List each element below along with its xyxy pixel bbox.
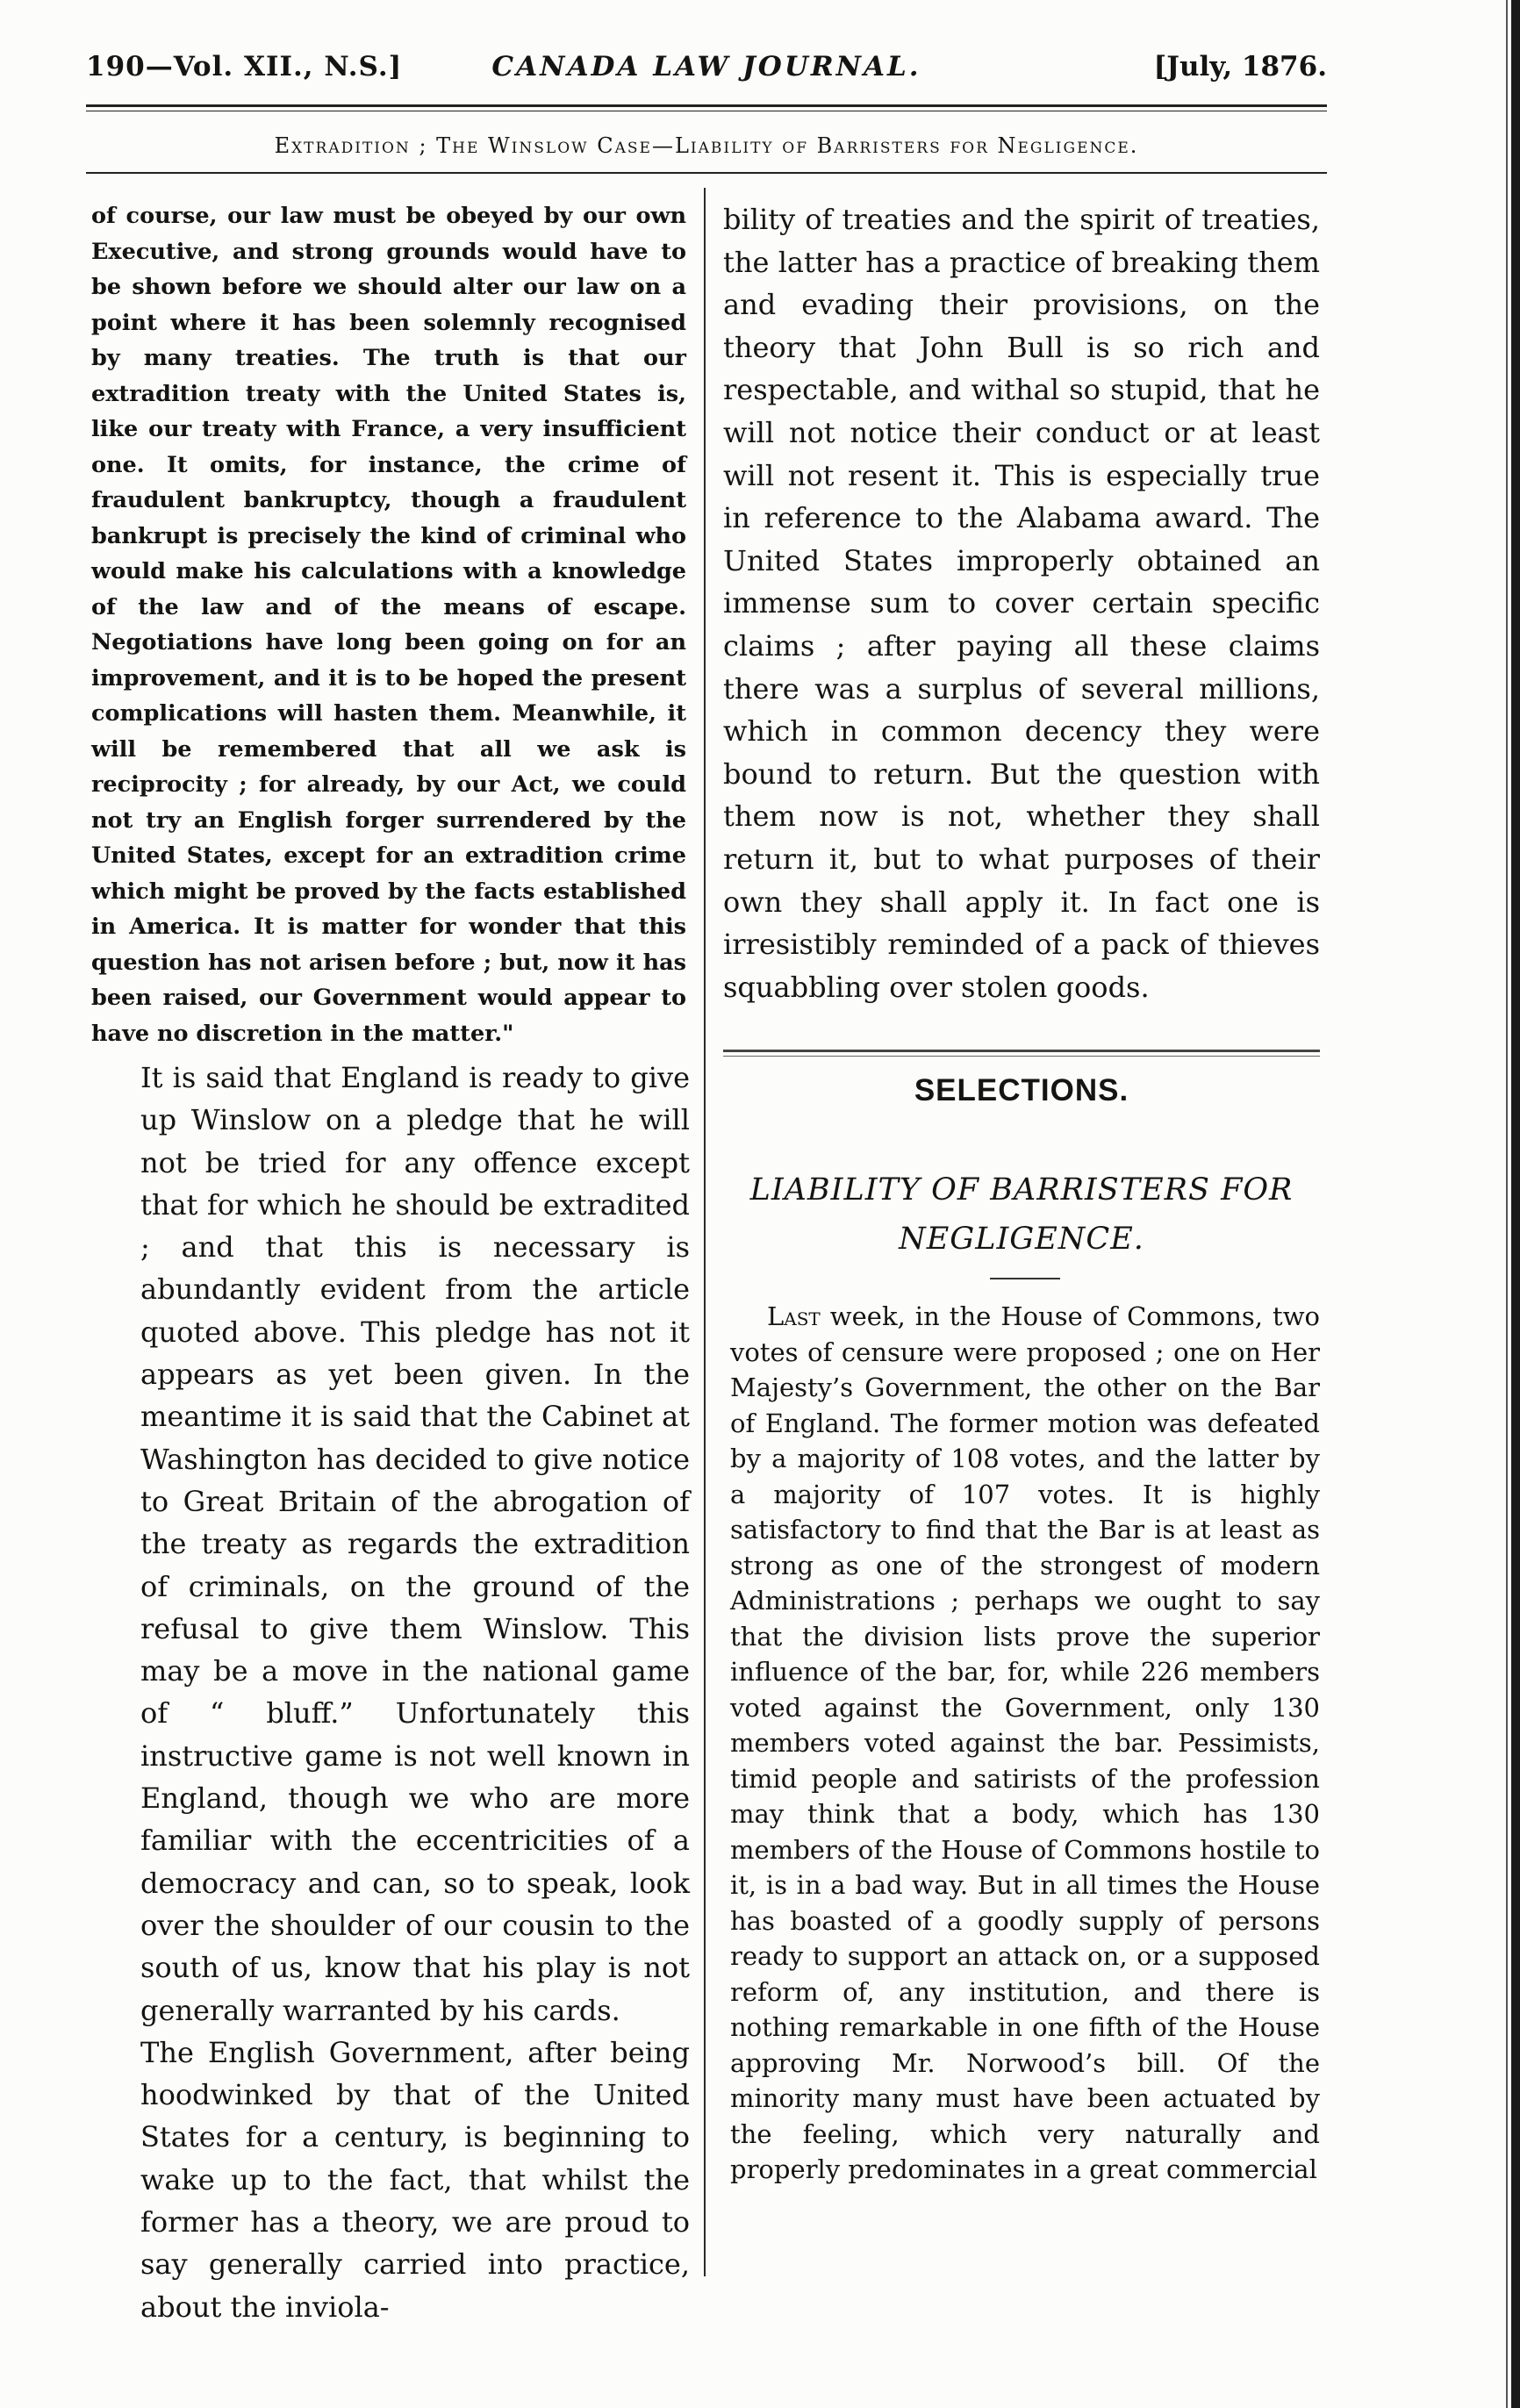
- header-rule-thick: [86, 104, 1327, 107]
- article-lead-word: Last: [767, 1301, 821, 1331]
- column-divider: [704, 188, 706, 2276]
- right-column-continuation: [723, 198, 1320, 1008]
- title-rule: [990, 1278, 1060, 1279]
- page-number-volume: 190—Vol. XII., N.S.]: [86, 51, 403, 82]
- section-separator-rule: [723, 1050, 1320, 1052]
- page-subhead: Extradition ; The Winslow Case—Liability of Barristers for Negligence.: [274, 133, 1139, 158]
- journal-title: CANADA LAW JOURNAL.: [491, 51, 921, 82]
- article-body: [730, 1299, 1320, 2188]
- quoted-paragraph: of course, our law must be obeyed by our own Executive, and strong grounds would have to be shown before we should alter our law on a point where it has been solemnly recognised by many treaties. The truth is that our extradition treaty with the United States is, like our treaty with France, a very insufficient one. It omits, for instance, the crime of fraudulent bankruptcy, though a fraudulent bankrupt is precisely the kind of criminal who would make his calculations with a knowledge of the law and of the means of escape. Negotiations have long been going on for an improvement, and it is to be hoped the present complications will hasten them. Meanwhile, it will be remembered that all we ask is reciprocity ; for already, by our Act, we could not try an English forger surrendered by the United States, except for an extradition crime which might be proved by the facts established in America. It is matter for wonder that this question has not arisen before ; but, now it has been raised, our Government would appear to have no discretion in the matter.": [91, 203, 686, 1047]
- section-heading: SELECTIONS.: [914, 1073, 1129, 1107]
- paragraph-english-government: The English Government, after being hoodwinked by that of the United States for a century, is beginning to wake up to the fact, that whilst the former has a theory, we are proud to say generally carried into practice, about the inviola-: [140, 2035, 690, 2324]
- issue-date: [July, 1876.: [1153, 51, 1327, 82]
- subhead-rule: [86, 172, 1327, 174]
- section-separator-rule-thin: [723, 1056, 1320, 1057]
- left-column-quotation: [91, 198, 686, 1051]
- article-paragraph: [730, 1299, 1320, 2188]
- continuation-paragraph: bility of treaties and the spirit of treaties, the latter has a practice of breaking them and evading their provisions, on the theory that John Bull is so rich and respectable, and withal so stupid, that he will not notice their conduct or at least will not resent it. This is especially true in reference to the Alabama award. The United States improperly obtained an immense sum to cover certain specific claims ; after paying all these claims there was a surplus of several millions, which in common decency they were bound to return. But the question with them now is not, whether they shall return it, but to what purposes of their own they shall apply it. In fact one is irresistibly reminded of a pack of thieves squabbling over stolen goods.: [723, 203, 1320, 1004]
- article-title: LIABILITY OF BARRISTERS FOR NEGLIGENCE.: [749, 1172, 1294, 1257]
- running-head: [86, 51, 1327, 95]
- article-body-text: week, in the House of Commons, two votes of censure were proposed ; one on Her Majesty’s Government, the other on the Bar of England. The former motion was defeated by a majority of 108 votes, and the latter by a majority of 107 votes. It is highly satisfactory to find that the Bar is at least as strong as one of the strongest of modern Administrations ; perhaps we ought to say that the division lists prove the superior influence of the bar, for, while 226 members voted against the Government, only 130 members voted against the bar. Pessimists, timid people and satirists of the profession may think that a body, which has 130 members of the House of Commons hostile to it, is in a bad way. But in all times the House has boasted of a goodly supply of persons ready to support an attack on, or a supposed reform of, any institution, and there is nothing remarkable in one fifth of the House approving Mr. Norwood’s bill. Of the minority many must have been actuated by the feeling, which very naturally and properly predominates in a great commercial: [730, 1301, 1320, 2184]
- page-binding-line: [1506, 0, 1508, 2408]
- left-column-body: [140, 1057, 690, 2328]
- paragraph-winslow-pledge: It is said that England is ready to give up Winslow on a pledge that he will not be tried for any offence except that for which he should be extradited ; and that this is necessary is abundantly evident from the article quoted above. This pledge has not it appears as yet been given. In the meantime it is said that the Cabinet at Washington has decided to give notice to Great Britain of the abrogation of the treaty as regards the extradition of criminals, on the ground of the refusal to give them Winslow. This may be a move in the national game of “ bluff.” Unfortunately this instructive game is not well known in England, though we who are more familiar with the eccentricities of a democracy and can, so to speak, look over the shoulder of our cousin to the south of us, know that his play is not generally warranted by his cards.: [140, 1061, 690, 2027]
- page-binding-edge: [1511, 0, 1520, 2408]
